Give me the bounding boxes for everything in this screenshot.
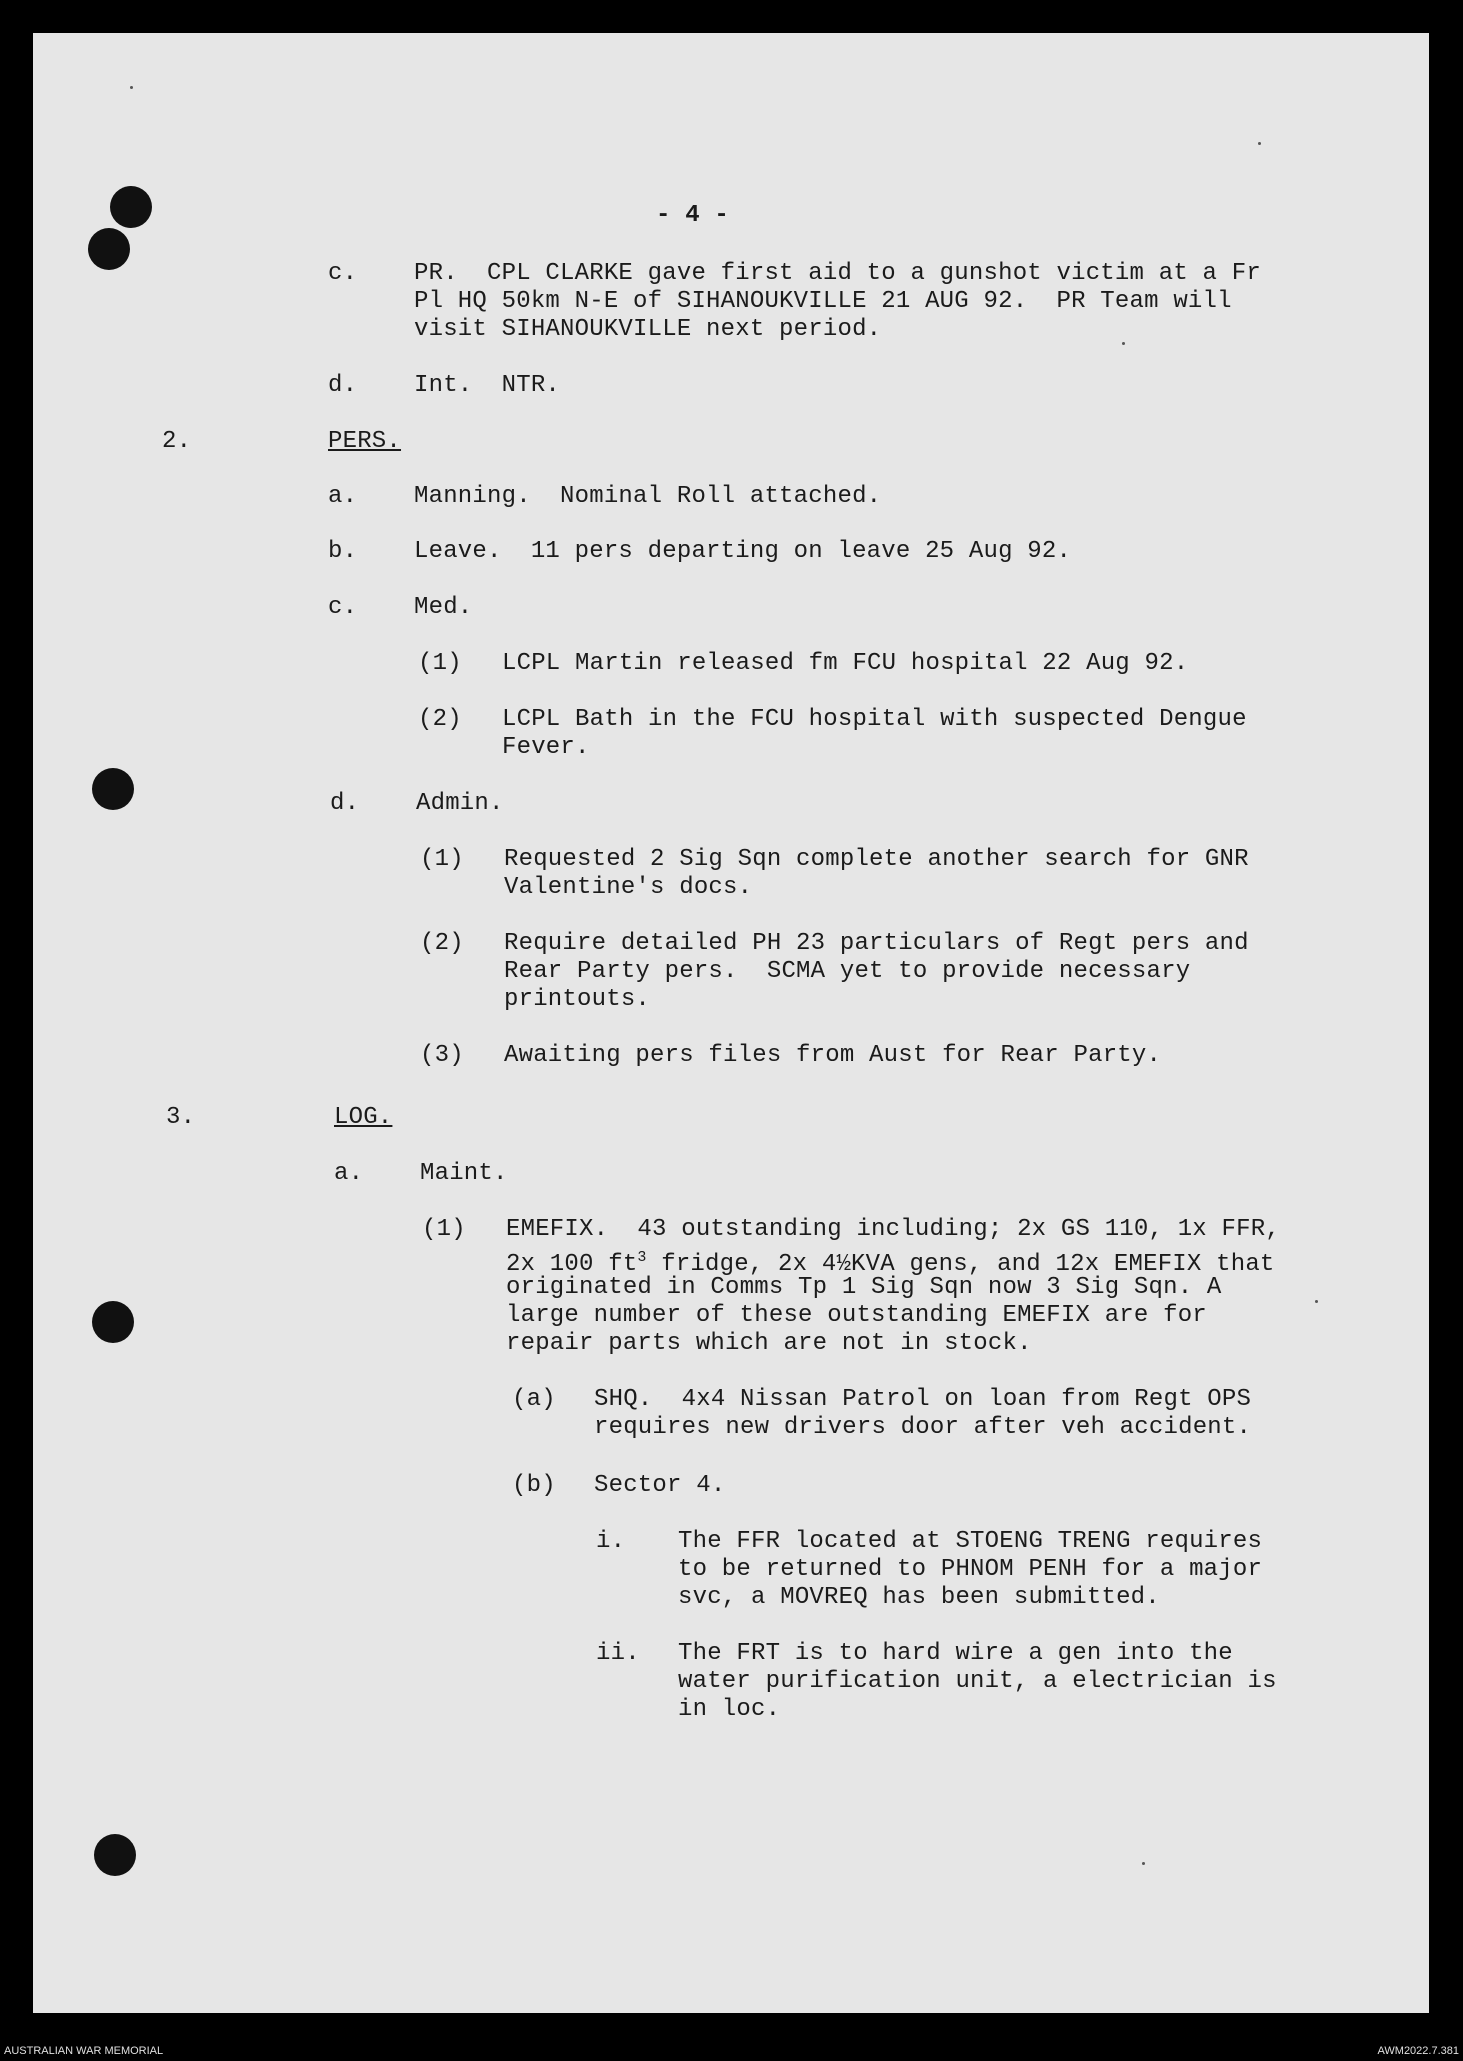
speck xyxy=(1142,1862,1145,1865)
subitem-label: ii. xyxy=(596,1640,640,1667)
subitem-label: (1) xyxy=(422,1216,466,1243)
paragraph-line: large number of these outstanding EMEFIX are for xyxy=(506,1302,1207,1329)
paragraph-line: The FRT is to hard wire a gen into the xyxy=(678,1640,1233,1667)
speck xyxy=(1122,342,1125,345)
paragraph-line: Sector 4. xyxy=(594,1472,726,1499)
footer-right: AWM2022.7.381 xyxy=(1377,2045,1459,2057)
section-heading: PERS. xyxy=(328,428,402,455)
paragraph-line: Valentine's docs. xyxy=(504,874,753,901)
paragraph-line: originated in Comms Tp 1 Sig Sqn now 3 Sig Sqn. A xyxy=(506,1274,1222,1301)
paragraph-line: visit SIHANOUKVILLE next period. xyxy=(414,316,882,343)
paragraph-line: SHQ. 4x4 Nissan Patrol on loan from Regt OPS xyxy=(594,1386,1252,1413)
paragraph-line: Fever. xyxy=(502,734,590,761)
footer-left: AUSTRALIAN WAR MEMORIAL xyxy=(4,2045,164,2057)
paragraph-line: Pl HQ 50km N-E of SIHANOUKVILLE 21 AUG 92. PR Team will xyxy=(414,288,1232,315)
speck xyxy=(1315,1300,1318,1303)
paragraph-fragment: fridge, 2x 4½KVA gens, and 12x EMEFIX that xyxy=(646,1251,1275,1278)
paragraph-line: Int. NTR. xyxy=(414,372,561,399)
item-label: b. xyxy=(328,538,358,565)
paragraph-line: PR. CPL CLARKE gave first aid to a gunshot victim at a Fr xyxy=(414,260,1261,287)
item-label: c. xyxy=(328,260,358,287)
paragraph-line: Awaiting pers files from Aust for Rear Party. xyxy=(504,1042,1162,1069)
paragraph-line: Manning. Nominal Roll attached. xyxy=(414,483,882,510)
speck xyxy=(1258,142,1261,145)
subitem-label: (b) xyxy=(512,1472,556,1499)
punch-hole xyxy=(88,228,130,270)
item-label: d. xyxy=(330,790,360,817)
section-number: 3. xyxy=(166,1104,196,1131)
paragraph-fragment: 2x 100 ft xyxy=(506,1251,638,1278)
paragraph-line: repair parts which are not in stock. xyxy=(506,1330,1032,1357)
paragraph-line: Med. xyxy=(414,594,473,621)
paragraph-line: Requested 2 Sig Sqn complete another search for GNR xyxy=(504,846,1249,873)
punch-hole xyxy=(92,768,134,810)
paragraph-line: in loc. xyxy=(678,1696,781,1723)
subitem-label: (1) xyxy=(420,846,464,873)
punch-hole xyxy=(92,1301,134,1343)
punch-hole xyxy=(94,1834,136,1876)
paragraph-line: LCPL Bath in the FCU hospital with suspected Dengue xyxy=(502,706,1247,733)
subitem-label: i. xyxy=(596,1528,626,1555)
item-label: c. xyxy=(328,594,358,621)
paragraph-line: Require detailed PH 23 particulars of Regt pers and xyxy=(504,930,1249,957)
paragraph-line: Rear Party pers. SCMA yet to provide necessary xyxy=(504,958,1191,985)
item-label: a. xyxy=(334,1160,364,1187)
paragraph-line: water purification unit, a electrician is xyxy=(678,1668,1277,1695)
subitem-label: (3) xyxy=(420,1042,464,1069)
paragraph-line: Leave. 11 pers departing on leave 25 Aug 92. xyxy=(414,538,1072,565)
subitem-label: (2) xyxy=(420,930,464,957)
paragraph-line: The FFR located at STOENG TRENG requires xyxy=(678,1528,1263,1555)
paragraph-line: printouts. xyxy=(504,986,651,1013)
punch-hole xyxy=(110,186,152,228)
paragraph-line: EMEFIX. 43 outstanding including; 2x GS 110, 1x FFR, xyxy=(506,1216,1280,1243)
subitem-label: (1) xyxy=(418,650,462,677)
paragraph-line: svc, a MOVREQ has been submitted. xyxy=(678,1584,1160,1611)
paragraph-line: LCPL Martin released fm FCU hospital 22 Aug 92. xyxy=(502,650,1189,677)
page-number: - 4 - xyxy=(656,202,730,229)
section-heading: LOG. xyxy=(334,1104,393,1131)
paragraph-line: to be returned to PHNOM PENH for a major xyxy=(678,1556,1263,1583)
section-number: 2. xyxy=(162,428,192,455)
subitem-label: (2) xyxy=(418,706,462,733)
speck xyxy=(130,86,133,89)
superscript: 3 xyxy=(637,1249,647,1266)
paragraph-line: requires new drivers door after veh accident. xyxy=(594,1414,1252,1441)
item-label: d. xyxy=(328,372,358,399)
item-label: a. xyxy=(328,483,358,510)
paragraph-line: Admin. xyxy=(416,790,504,817)
paragraph-line: Maint. xyxy=(420,1160,508,1187)
subitem-label: (a) xyxy=(512,1386,556,1413)
